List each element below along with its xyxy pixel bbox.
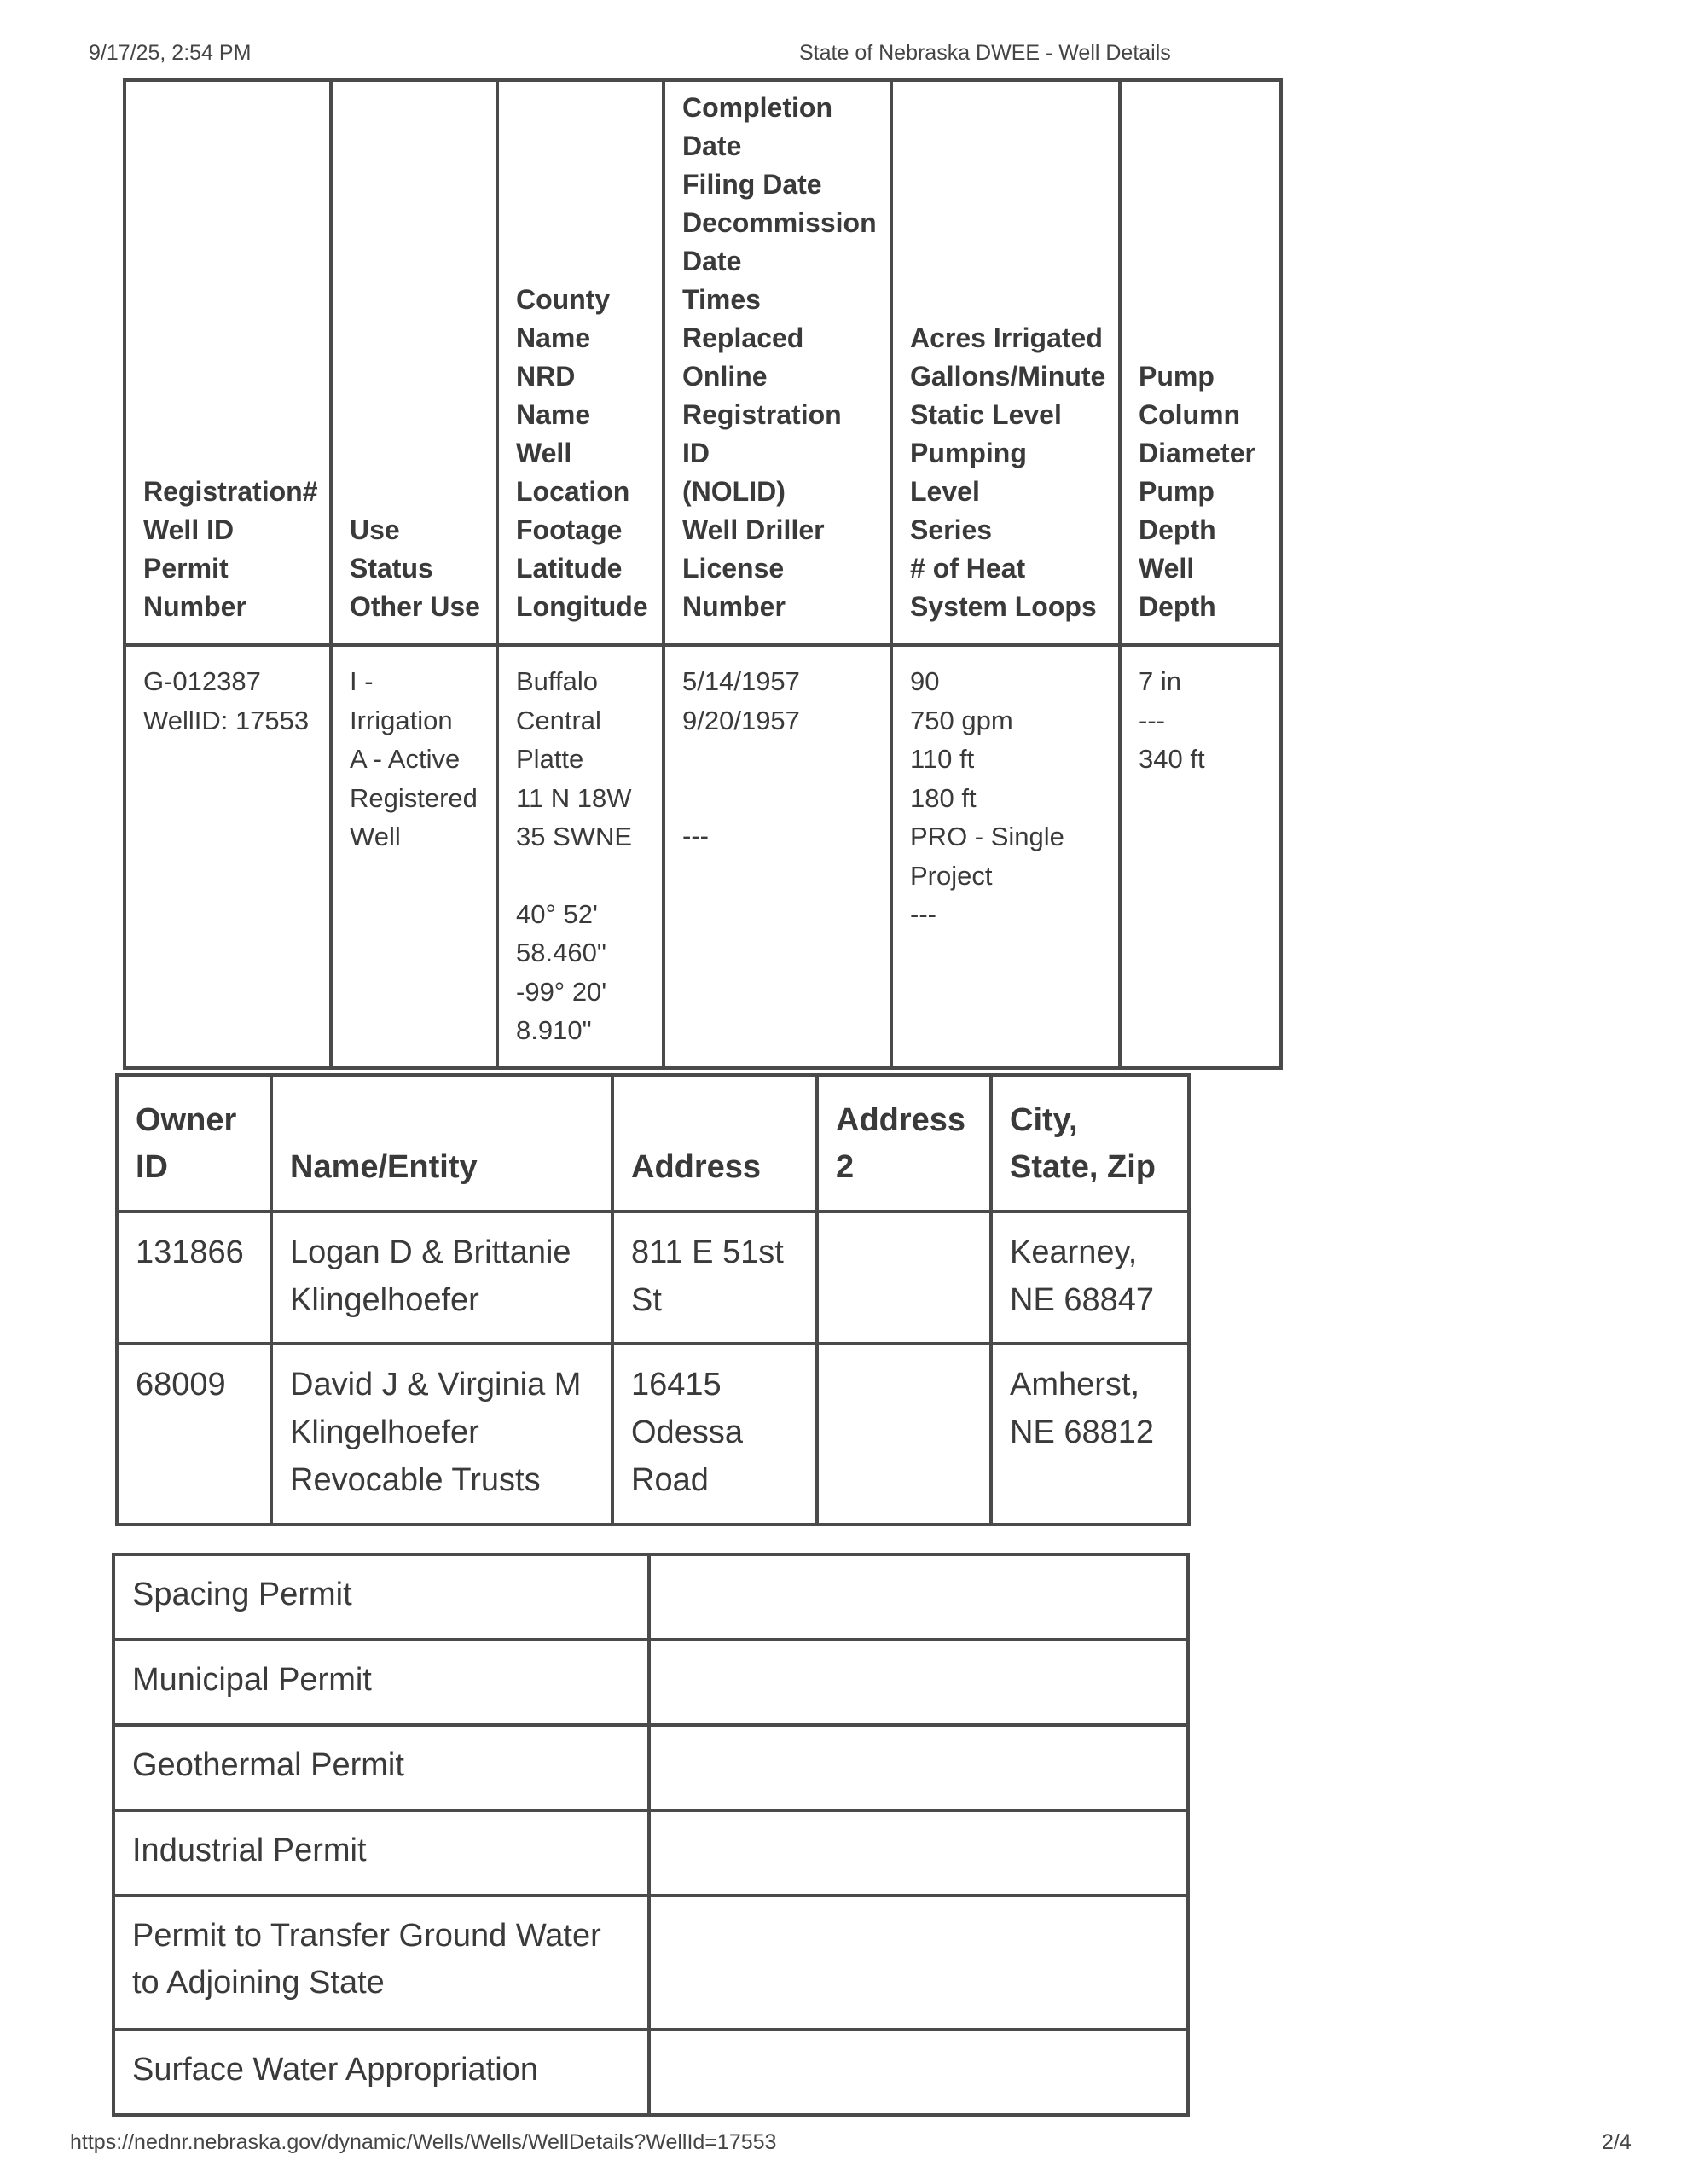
text-line: --- [910, 899, 936, 929]
header-location [497, 80, 664, 645]
text-line: 180 ft [910, 782, 977, 813]
page-url: https://nednr.nebraska.gov/dynamic/Wells/Wells/WellDetails?WellId=17553 [70, 2130, 777, 2154]
text-line: (NOLID) [682, 476, 786, 507]
text-line: 340 ft [1139, 744, 1205, 774]
permit-value [649, 1554, 1188, 1640]
text-line: Date [682, 131, 742, 161]
text-line: Name [516, 322, 591, 353]
permit-label [113, 1810, 649, 1896]
text-line: Name [516, 399, 591, 430]
text-line: Klingelhoefer [290, 1282, 479, 1318]
text-line: NE 68812 [1010, 1414, 1155, 1450]
permit-value [649, 2030, 1188, 2115]
owner-name [271, 1344, 612, 1525]
owner-address [612, 1344, 817, 1525]
page-number: 2/4 [1602, 2130, 1632, 2154]
text-line: G-012387 [143, 666, 261, 696]
text-line: Amherst, [1010, 1367, 1140, 1403]
text-line: Diameter [1139, 438, 1255, 468]
cell-use-status [331, 645, 497, 1068]
text-line: County [516, 284, 611, 315]
text-line: WellID: 17553 [143, 705, 310, 735]
text-line: 40° 52' [516, 898, 598, 929]
text-line: Registration ID [682, 399, 842, 468]
text-line: # of Heat [910, 553, 1026, 584]
text-line: Longitude [516, 591, 648, 622]
text-line: ID [136, 1149, 168, 1185]
text-line: Owner [136, 1102, 237, 1138]
text-line: Permit [143, 553, 229, 584]
text-line: --- [1139, 705, 1165, 735]
print-datetime: 9/17/25, 2:54 PM [89, 41, 252, 65]
text-line: System Loops [910, 591, 1097, 622]
text-line: Project [910, 860, 993, 891]
text-line: 58.460" [516, 938, 606, 967]
cell-location-area [516, 662, 646, 857]
text-line: Latitude [516, 553, 623, 584]
text-line: -99° 20' [516, 976, 607, 1007]
text-line: License [682, 553, 785, 584]
owner-id: 68009 [117, 1344, 271, 1525]
text-line: Online [682, 361, 768, 392]
text-line: Registration# [143, 476, 318, 507]
text-line: Klingelhoefer [290, 1414, 479, 1450]
cell-dates-driller [682, 816, 874, 856]
text-line: Series [910, 514, 993, 545]
text-line: Static Level [910, 399, 1062, 430]
text-line: Irrigation [350, 705, 453, 735]
text-line: Replaced [682, 322, 804, 353]
text-line: Municipal Permit [132, 1662, 372, 1698]
permit-label [113, 1554, 649, 1640]
text-line: 110 ft [910, 744, 975, 774]
well-data-row [125, 645, 1281, 1068]
text-line: Revocable Trusts [290, 1462, 541, 1498]
text-line: Completion [682, 92, 832, 123]
text-line: Footage [516, 514, 623, 545]
text-line: Central [516, 705, 601, 735]
permit-row [113, 1640, 1188, 1725]
cell-location-coordinates [516, 895, 646, 1050]
text-line: 811 E 51st [631, 1234, 784, 1270]
text-line: Buffalo [516, 666, 598, 696]
text-line: Pump [1139, 476, 1215, 507]
header-owner-id [117, 1075, 271, 1211]
text-line: Date [682, 246, 742, 276]
owner-table [115, 1073, 1191, 1526]
owner-address-2 [817, 1211, 991, 1344]
owner-row [117, 1211, 1189, 1344]
permit-row [113, 1810, 1188, 1896]
text-line: 5/14/1957 [682, 666, 800, 696]
text-line: State, Zip [1010, 1149, 1157, 1185]
cell-location [497, 645, 664, 1068]
text-line: Odessa [631, 1414, 743, 1450]
permit-row [113, 1554, 1188, 1640]
permit-value [649, 1640, 1188, 1725]
text-line: 11 N 18W [516, 782, 632, 813]
text-line: Times [682, 284, 761, 315]
text-line: Kearney, [1010, 1234, 1138, 1270]
header-use-status [331, 80, 497, 645]
owner-header-row [117, 1075, 1189, 1211]
header-pumping [891, 80, 1120, 645]
text-line: Pump [1139, 361, 1215, 392]
header-name-entity [271, 1075, 612, 1211]
text-line: Other Use [350, 591, 480, 622]
text-line: --- [682, 821, 709, 851]
text-line: 9/20/1957 [682, 705, 800, 735]
text-line: Gallons/Minute [910, 361, 1106, 392]
cell-dates-completion-filing [682, 662, 874, 740]
text-line: Surface Water Appropriation [132, 2052, 538, 2088]
header-depths [1120, 80, 1281, 645]
text-line: David J & Virginia M [290, 1367, 582, 1403]
text-line: 16415 [631, 1367, 722, 1403]
cell-pumping [891, 645, 1120, 1068]
text-line: 2 [836, 1149, 855, 1185]
permit-value [649, 1896, 1188, 2030]
permit-table [112, 1553, 1190, 2117]
text-line: Column [1139, 399, 1241, 430]
text-line: Decommission [682, 207, 877, 238]
permit-row [113, 1896, 1188, 2030]
permit-row [113, 1725, 1188, 1810]
text-line: Registered [350, 782, 478, 813]
header-registration [125, 80, 331, 645]
owner-address-2 [817, 1344, 991, 1525]
cell-dates [664, 645, 891, 1068]
text-line: Platte [516, 744, 584, 774]
page-title: State of Nebraska DWEE - Well Details [799, 41, 1171, 65]
text-line: Well [516, 438, 572, 468]
text-line: City, [1010, 1102, 1078, 1138]
cell-registration [125, 645, 331, 1068]
text-line: Filing Date [682, 169, 822, 200]
text-line: 8.910" [516, 1015, 592, 1045]
text-line: Name/Entity [290, 1149, 478, 1185]
owner-city-state-zip [991, 1344, 1189, 1525]
permit-label [113, 1725, 649, 1810]
text-line: Geothermal Permit [132, 1747, 404, 1783]
owner-address [612, 1211, 817, 1344]
text-line: Road [631, 1462, 709, 1498]
header-address-2 [817, 1075, 991, 1211]
text-line: NRD [516, 361, 576, 392]
permit-row [113, 2030, 1188, 2115]
text-line: Number [682, 591, 786, 622]
cell-depths [1120, 645, 1281, 1068]
permit-label [113, 1896, 649, 2030]
text-line: Well Driller [682, 514, 825, 545]
text-line: I - [350, 666, 374, 696]
text-line: 35 SWNE [516, 822, 633, 851]
text-line: St [631, 1282, 662, 1318]
text-line: 750 gpm [910, 705, 1013, 735]
text-line: Permit to Transfer Ground Water [132, 1918, 601, 1954]
owner-city-state-zip [991, 1211, 1189, 1344]
text-line: to Adjoining State [132, 1965, 385, 2001]
text-line: Well [350, 822, 401, 851]
text-line: Location [516, 476, 630, 507]
text-line: PRO - Single [910, 822, 1064, 851]
owner-name [271, 1211, 612, 1344]
owner-row [117, 1344, 1189, 1525]
header-city-state-zip [991, 1075, 1189, 1211]
text-line: Depth [1139, 591, 1216, 622]
text-line: Logan D & Brittanie [290, 1234, 571, 1270]
text-line: A - Active [350, 744, 461, 774]
text-line: Industrial Permit [132, 1833, 367, 1868]
text-line: Address [631, 1149, 762, 1185]
well-details-table [123, 78, 1283, 1070]
text-line: Well ID [143, 514, 235, 545]
text-line: Address [836, 1102, 966, 1138]
text-line: Depth [1139, 514, 1216, 545]
well-header-row [125, 80, 1281, 645]
text-line: Acres Irrigated [910, 322, 1103, 353]
permit-value [649, 1725, 1188, 1810]
permit-value [649, 1810, 1188, 1896]
text-line: Number [143, 591, 246, 622]
text-line: Pumping Level [910, 438, 1027, 507]
permit-label [113, 1640, 649, 1725]
text-line: 90 [910, 666, 940, 696]
header-dates [664, 80, 891, 645]
text-line: Use [350, 514, 400, 545]
text-line: 7 in [1139, 666, 1181, 696]
owner-id: 131866 [117, 1211, 271, 1344]
text-line: Spacing Permit [132, 1577, 352, 1612]
text-line: Well [1139, 553, 1195, 584]
text-line: Status [350, 553, 433, 584]
text-line: NE 68847 [1010, 1282, 1155, 1318]
header-address [612, 1075, 817, 1211]
permit-label [113, 2030, 649, 2115]
